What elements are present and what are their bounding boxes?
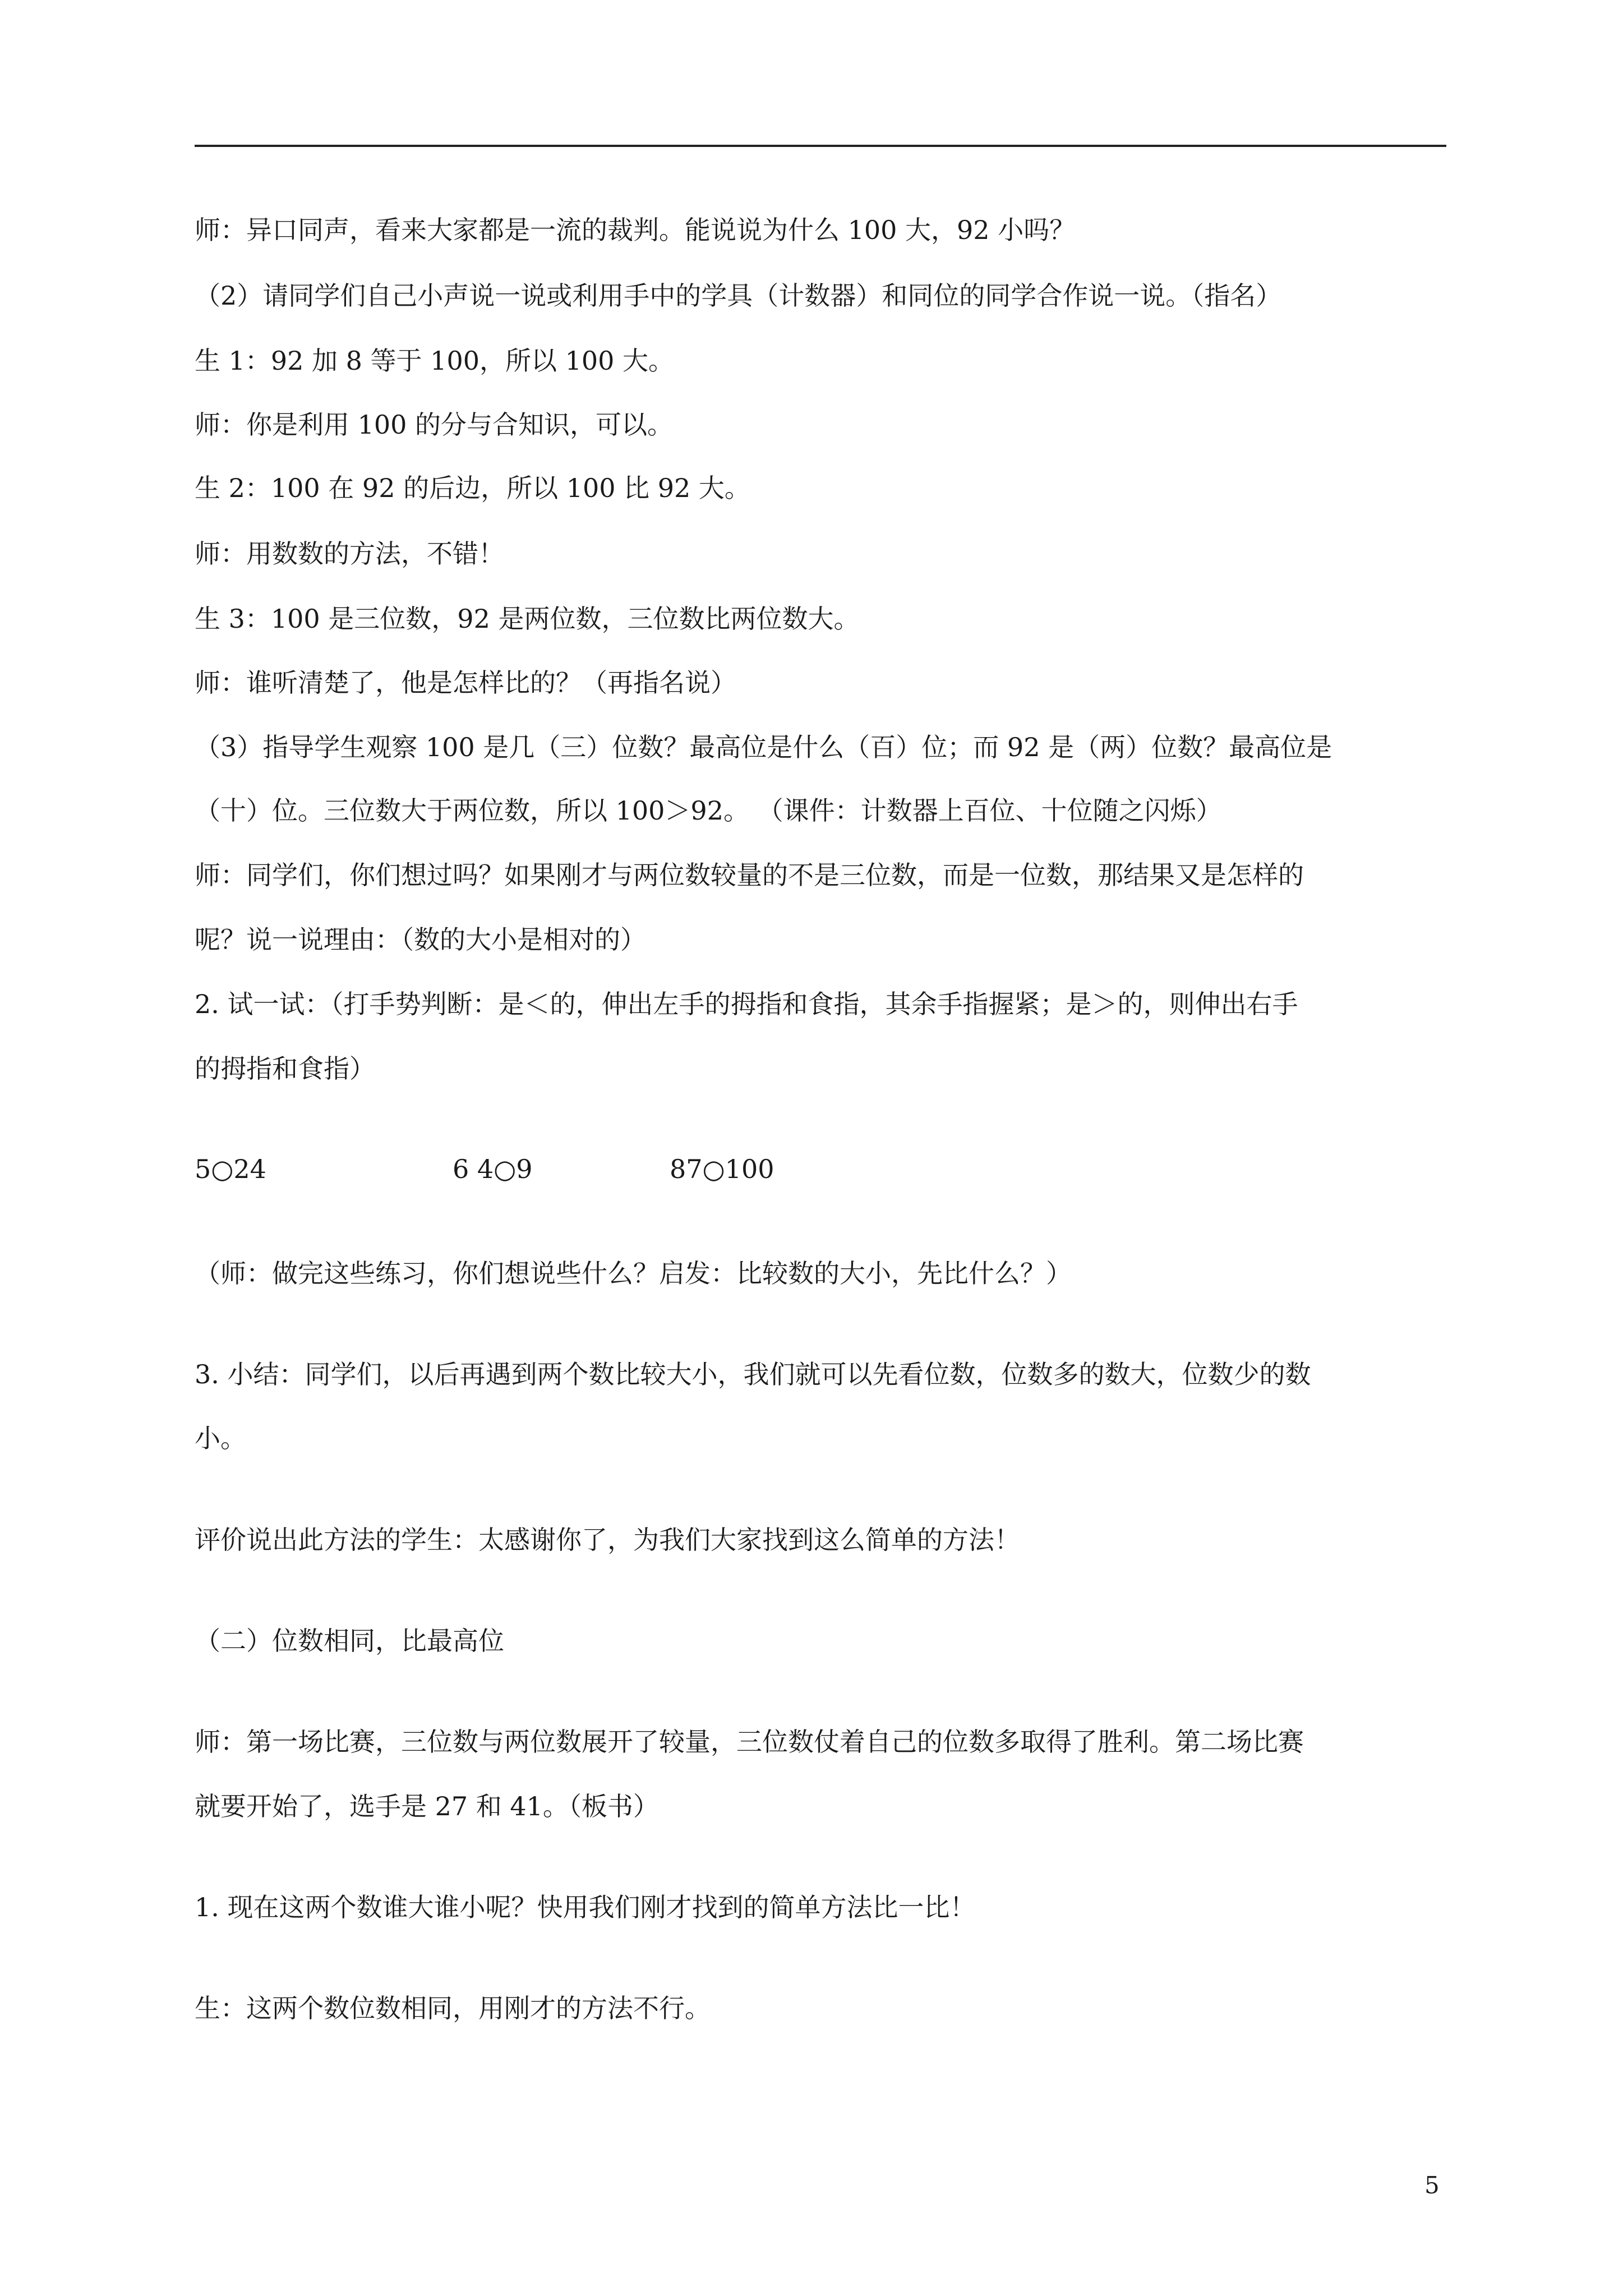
exercise-item: 6 4○9 xyxy=(453,1154,533,1184)
paragraph-line: 师：异口同声，看来大家都是一流的裁判。能说说为什么 100 大，92 小吗？ xyxy=(195,215,1076,245)
exercise-item: 5○24 xyxy=(195,1154,266,1184)
page-number: 5 xyxy=(1424,2171,1440,2199)
paragraph-line: （3）指导学生观察 100 是几（三）位数？最高位是什么（百）位；而 92 是（两）位数？最高位是 xyxy=(195,732,1332,762)
paragraph-line: 评价说出此方法的学生：太感谢你了，为我们大家找到这么简单的方法！ xyxy=(195,1525,1020,1555)
header-rule xyxy=(195,145,1446,147)
paragraph-line: 就要开始了，选手是 27 和 41。（板书） xyxy=(195,1791,659,1821)
exercise-item: 87○100 xyxy=(670,1154,774,1184)
paragraph-line: 的拇指和食指） xyxy=(195,1053,375,1084)
paragraph-line: 1. 现在这两个数谁大谁小呢？快用我们刚才找到的简单方法比一比！ xyxy=(195,1892,976,1922)
paragraph-line: （2）请同学们自己小声说一说或利用手中的学具（计数器）和同位的同学合作说一说。（指名） xyxy=(195,280,1282,311)
paragraph-line: 生 1：92 加 8 等于 100，所以 100 大。 xyxy=(195,346,675,376)
paragraph-line: 生 2：100 在 92 的后边，所以 100 比 92 大。 xyxy=(195,473,750,503)
paragraph-line: 3. 小结：同学们，以后再遇到两个数比较大小，我们就可以先看位数，位数多的数大，位数少的数 xyxy=(195,1359,1311,1389)
paragraph-line: 生：这两个数位数相同，用刚才的方法不行。 xyxy=(195,1993,711,2023)
section-heading: （二）位数相同，比最高位 xyxy=(195,1626,504,1656)
paragraph-line: 师：用数数的方法，不错！ xyxy=(195,539,504,569)
paragraph-line: 2. 试一试：（打手势判断：是＜的，伸出左手的拇指和食指，其余手指握紧；是＞的，则伸出右手 xyxy=(195,989,1298,1019)
paragraph-line: 师：谁听清楚了，他是怎样比的？（再指名说） xyxy=(195,668,736,698)
paragraph-line: 师：第一场比赛，三位数与两位数展开了较量，三位数仗着自己的位数多取得了胜利。第二场比赛 xyxy=(195,1727,1304,1757)
paragraph-line: 呢？说一说理由：（数的大小是相对的） xyxy=(195,924,646,955)
paragraph-line: 小。 xyxy=(195,1423,246,1453)
paragraph-line: （师：做完这些练习，你们想说些什么？启发：比较数的大小，先比什么？） xyxy=(195,1258,1072,1289)
paragraph-line: 生 3：100 是三位数，92 是两位数，三位数比两位数大。 xyxy=(195,604,860,634)
paragraph-line: 师：你是利用 100 的分与合知识，可以。 xyxy=(195,409,674,440)
paragraph-line: （十）位。三位数大于两位数，所以 100＞92。 （课件：计数器上百位、十位随之闪烁） xyxy=(195,795,1222,826)
paragraph-line: 师：同学们，你们想过吗？如果刚才与两位数较量的不是三位数，而是一位数，那结果又是怎样的 xyxy=(195,860,1304,890)
